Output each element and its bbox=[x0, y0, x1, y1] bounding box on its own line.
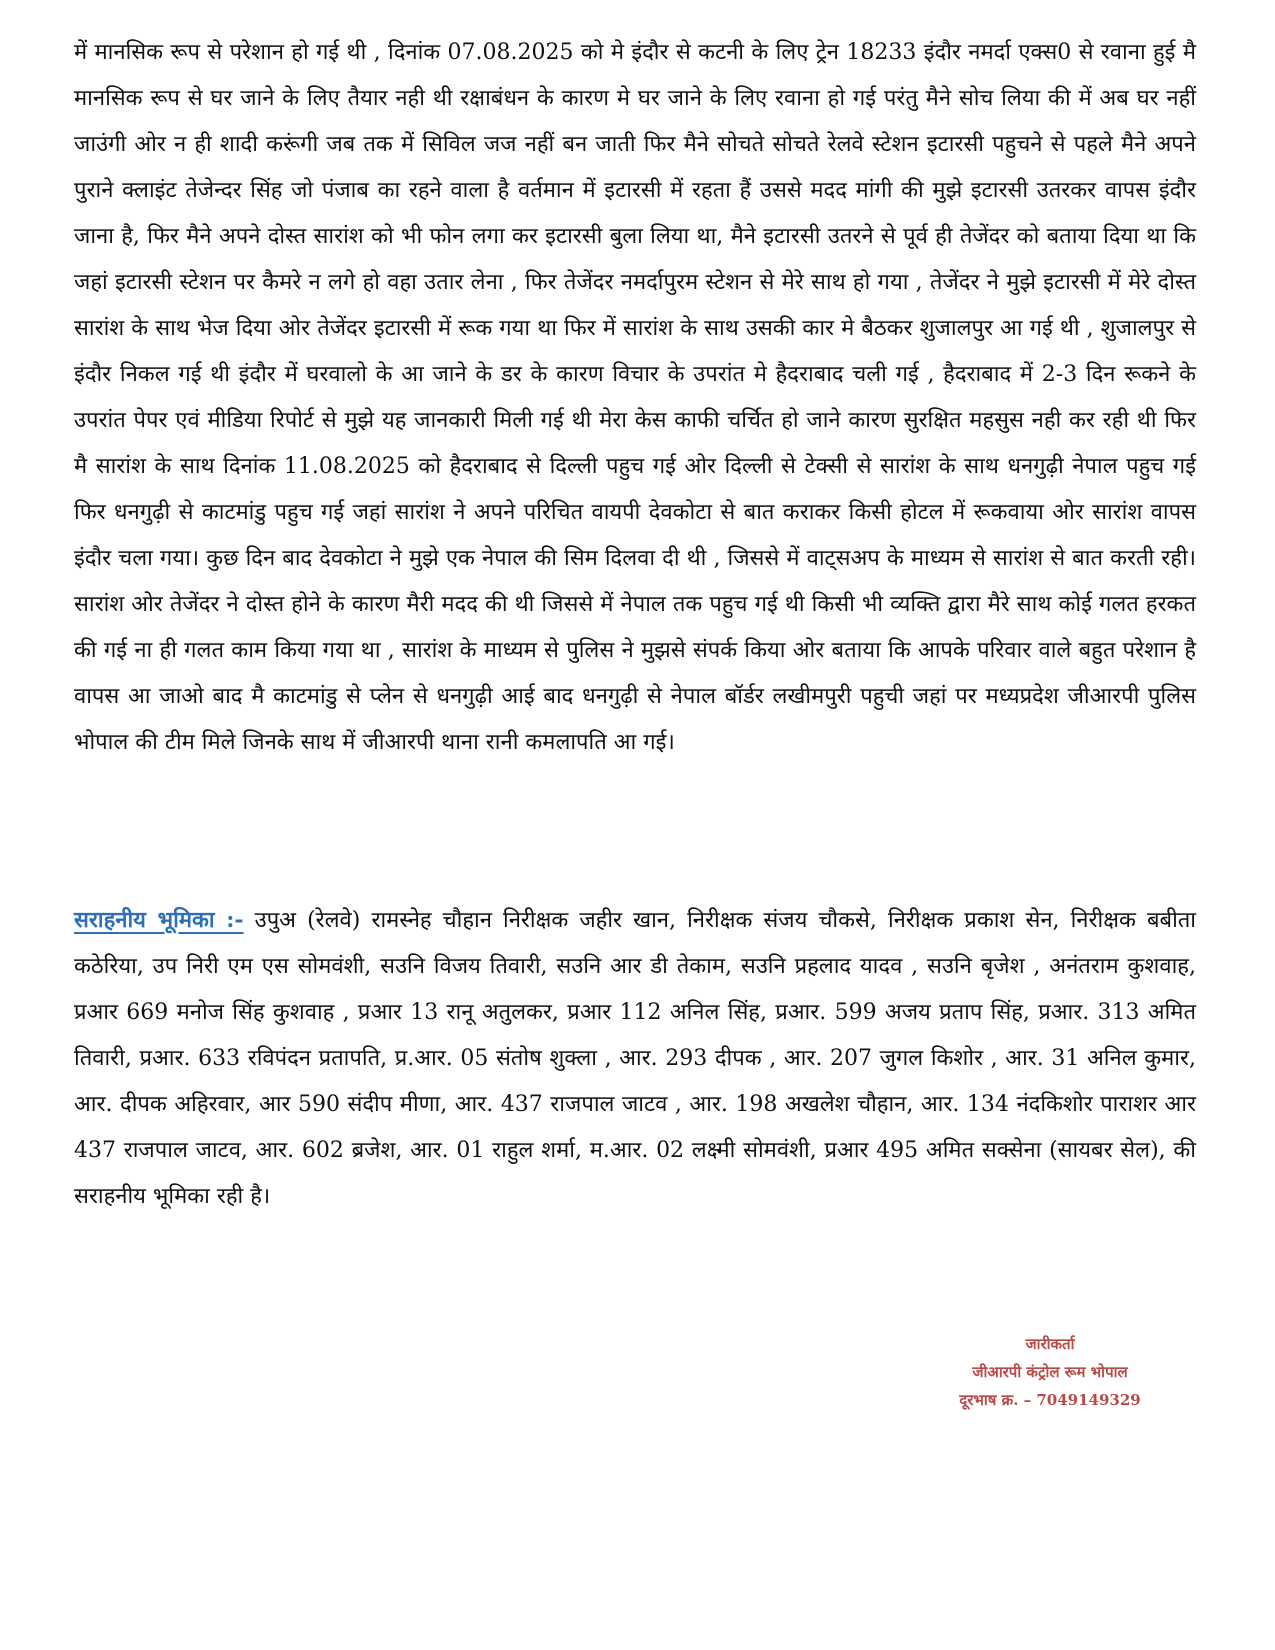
statement-paragraph: में मानसिक रूप से परेशान हो गई थी , दिनांक 07.08.2025 को मे इंदौर से कटनी के लिए ट्रेन 18233 इंदौर नमर्दा एक्स0 से रवाना हुई मै मानसिक रूप से घर जाने के लिए तैयार नही थी रक्षाबंधन के कारण मे घर जाने के लिए रवाना हो गई परंतु मैने सोच लिया की में अब घर नहीं जाउंगी ओर न ही शादी करूंगी जब तक में सिविल जज नहीं बन जाती फिर मैने सोचते सोचते रेलवे स्टेशन इटारसी पहुचने से पहले मैने अपने पुराने क्लाइंट तेजेन्दर सिंह जो पंजाब का रहने वाला है वर्तमान में इटारसी में रहता हैं उससे मदद मांगी की मुझे इटारसी उतरकर वापस इंदौर जाना है, फिर मैने अपने दोस्त सारांश को भी फोन लगा कर इटारसी बुला लिया था, मैने इटारसी उतरने से पूर्व ही तेजेंदर को बताया दिया था कि जहां इटारसी स्टेशन पर कैमरे न लगे हो वहा उतार लेना , फिर तेजेंदर नमर्दापुरम स्टेशन से मेरे साथ हो गया , तेजेंदर ने मुझे इटारसी में मेरे दोस्त सारांश के साथ भेज दिया ओर तेजेंदर इटारसी में रूक गया था फिर में सारांश के साथ उसकी कार मे बैठकर शुजालपुर आ गई थी , शुजालपुर से इंदौर निकल गई थी इंदौर में घरवालो के आ जाने के डर के कारण विचार के उपरांत मे हैदराबाद चली गई , हैदराबाद में 2-3 दिन रूकने के उपरांत पेपर एवं मीडिया रिपोर्ट से मुझे यह जानकारी मिली गई थी मेरा केस काफी चर्चित हो जाने कारण सुरक्षित महसुस नही कर रही थी फिर मै सारांश के साथ दिनांक 11.08.2025 को हैदराबाद से दिल्ली पहुच गई ओर दिल्ली से टेक्सी से सारांश के साथ धनगुढ़ी नेपाल पहुच गई फिर धनगुढ़ी से काटमांडु पहुच गई जहां सारांश ने अपने परिचित वायपी देवकोटा से बात कराकर किसी होटल में रूकवाया ओर सारांश वापस इंदौर चला गया। कुछ दिन बाद देवकोटा ने मुझे एक नेपाल की सिम दिलवा दी थी , जिससे में वाट्सअप के माध्यम से सारांश से बात करती रही। सारांश ओर तेजेंदर ने दोस्त होने के कारण मैरी मदद की थी जिससे में नेपाल तक पहुच गई थी किसी भी व्यक्ति द्वारा मैरे साथ कोई गलत हरकत की गई ना ही गलत काम किया गया था , सारांश के माध्यम से पुलिस ने मुझसे संपर्क किया ओर बताया कि आपके परिवार वाले बहुत परेशान है वापस आ जाओ बाद मै काटमांडु से प्लेन से धनगुढ़ी आई बाद धनगुढ़ी से नेपाल बॉर्डर लखीमपुरी पहुची जहां पर मध्यप्रदेश जीआरपी पुलिस भोपाल की टीम मिले जिनके साथ में जीआरपी थाना रानी कमलापति आ गई। bbox=[74, 40, 1196, 755]
issuer-phone: दूरभाष क्र. – 7049149329 bbox=[959, 1391, 1141, 1409]
appreciation-paragraph bbox=[74, 897, 1196, 1220]
issuer-office: जीआरपी कंट्रोल रूम भोपाल bbox=[972, 1363, 1128, 1381]
appreciation-text: उपुअ (रेलवे) रामस्नेह चौहान निरीक्षक जहीर खान, निरीक्षक संजय चौकसे, निरीक्षक प्रकाश सेन, निरीक्षक बबीता कठेरिया, उप निरी एम एस सोमवंशी, सउनि विजय तिवारी, सउनि आर डी तेकाम, सउनि प्रहलाद यादव , सउनि बृजेश , अनंतराम कुशवाह, प्रआर 669 मनोज सिंह कुशवाह , प्रआर 13 रानू अतुलकर, प्रआर 112 अनिल सिंह, प्रआर. 599 अजय प्रताप सिंह, प्रआर. 313 अमित तिवारी, प्रआर. 633 रविपंदन प्रतापति, प्र.आर. 05 संतोष शुक्ला , आर. 293 दीपक , आर. 207 जुगल किशोर , आर. 31 अनिल कुमार, आर. दीपक अहिरवार, आर 590 संदीप मीणा, आर. 437 राजपाल जाटव , आर. 198 अखलेश चौहान, आर. 134 नंदकिशोर पाराशर आर 437 राजपाल जाटव, आर. 602 ब्रजेश, आर. 01 राहुल शर्मा, म.आर. 02 लक्ष्मी सोमवंशी, प्रआर 495 अमित सक्सेना (सायबर सेल), की सराहनीय भूमिका रही है। bbox=[74, 908, 1196, 1209]
appreciation-label: सराहनीय भूमिका :- bbox=[74, 907, 244, 933]
issuer-block bbox=[880, 1330, 1220, 1414]
issuer-title: जारीकर्ता bbox=[1025, 1335, 1075, 1353]
